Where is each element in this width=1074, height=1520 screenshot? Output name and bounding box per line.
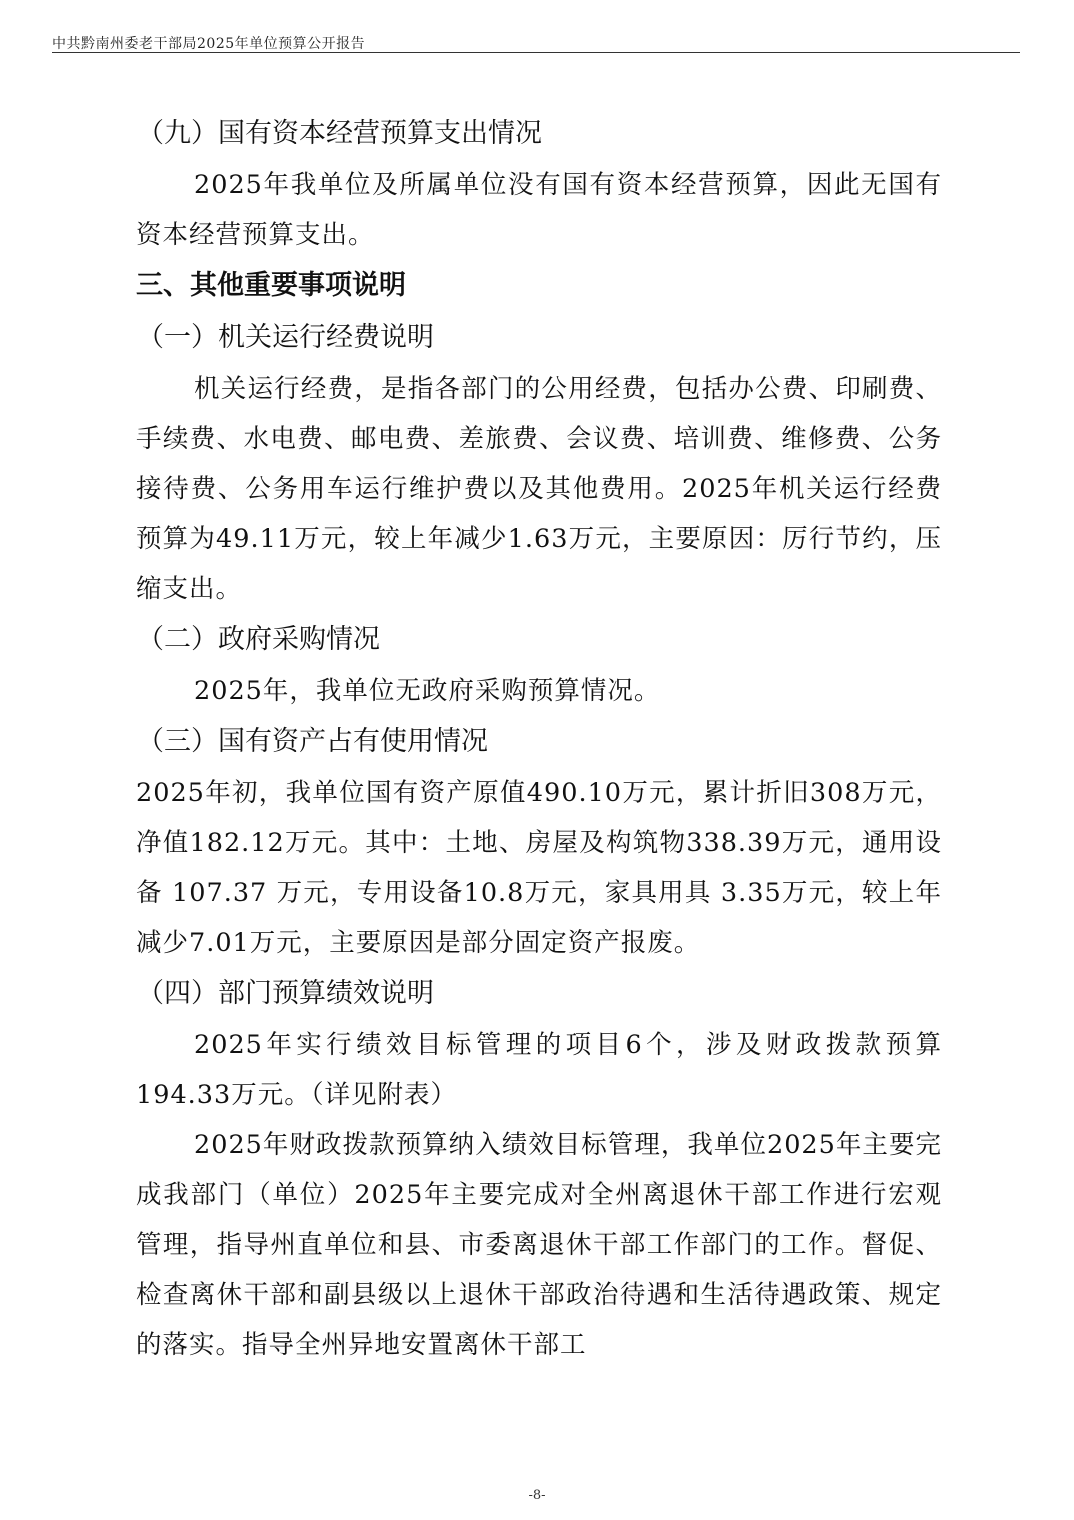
- paragraph-state-assets: 2025年初，我单位国有资产原值490.10万元，累计折旧308万元，净值182.12万元。其中：土地、房屋及构筑物338.39万元，通用设备 107.37 万元，专用设备10.8万元，家具用具 3.35万元，较上年减少7.01万元，主要原因是部分固定资产报废。: [136, 778, 942, 958]
- section-heading-capital-budget: （九）国有资本经营预算支出情况: [137, 118, 542, 149]
- page-number: -8-: [528, 1488, 546, 1503]
- page-body: [136, 108, 942, 1370]
- paragraph-performance-projects: 2025年实行绩效目标管理的项目6个，涉及财政拨款预算194.33万元。（详见附表）: [136, 1030, 942, 1110]
- header-rule: [52, 52, 1020, 53]
- section-heading-procurement: （二）政府采购情况: [137, 624, 380, 655]
- section-heading-performance: （四）部门预算绩效说明: [137, 978, 434, 1009]
- paragraph-capital-budget: 2025年我单位及所属单位没有国有资本经营预算，因此无国有资本经营预算支出。: [136, 170, 942, 250]
- paragraph-performance-goals: 2025年财政拨款预算纳入绩效目标管理，我单位2025年主要完成我部门（单位）2025年主要完成对全州离退休干部工作进行宏观管理，指导州直单位和县、市委离退休干部工作部门的工作。督促、检查离休干部和副县级以上退休干部政治待遇和生活待遇政策、规定的落实。指导全州异地安置离休干部工: [136, 1130, 942, 1360]
- section-heading-state-assets: （三）国有资产占有使用情况: [137, 726, 488, 757]
- paragraph-procurement: 2025年，我单位无政府采购预算情况。: [194, 676, 661, 706]
- section-heading-operating-funds: （一）机关运行经费说明: [137, 322, 434, 353]
- paragraph-operating-funds: 机关运行经费，是指各部门的公用经费，包括办公费、印刷费、手续费、水电费、邮电费、差旅费、会议费、培训费、维修费、公务接待费、公务用车运行维护费以及其他费用。2025年机关运行经费预算为49.11万元，较上年减少1.63万元，主要原因：厉行节约，压缩支出。: [136, 374, 942, 604]
- document-header: 中共黔南州委老干部局2025年单位预算公开报告: [52, 36, 366, 52]
- chapter-heading-other-matters: 三、其他重要事项说明: [136, 270, 406, 301]
